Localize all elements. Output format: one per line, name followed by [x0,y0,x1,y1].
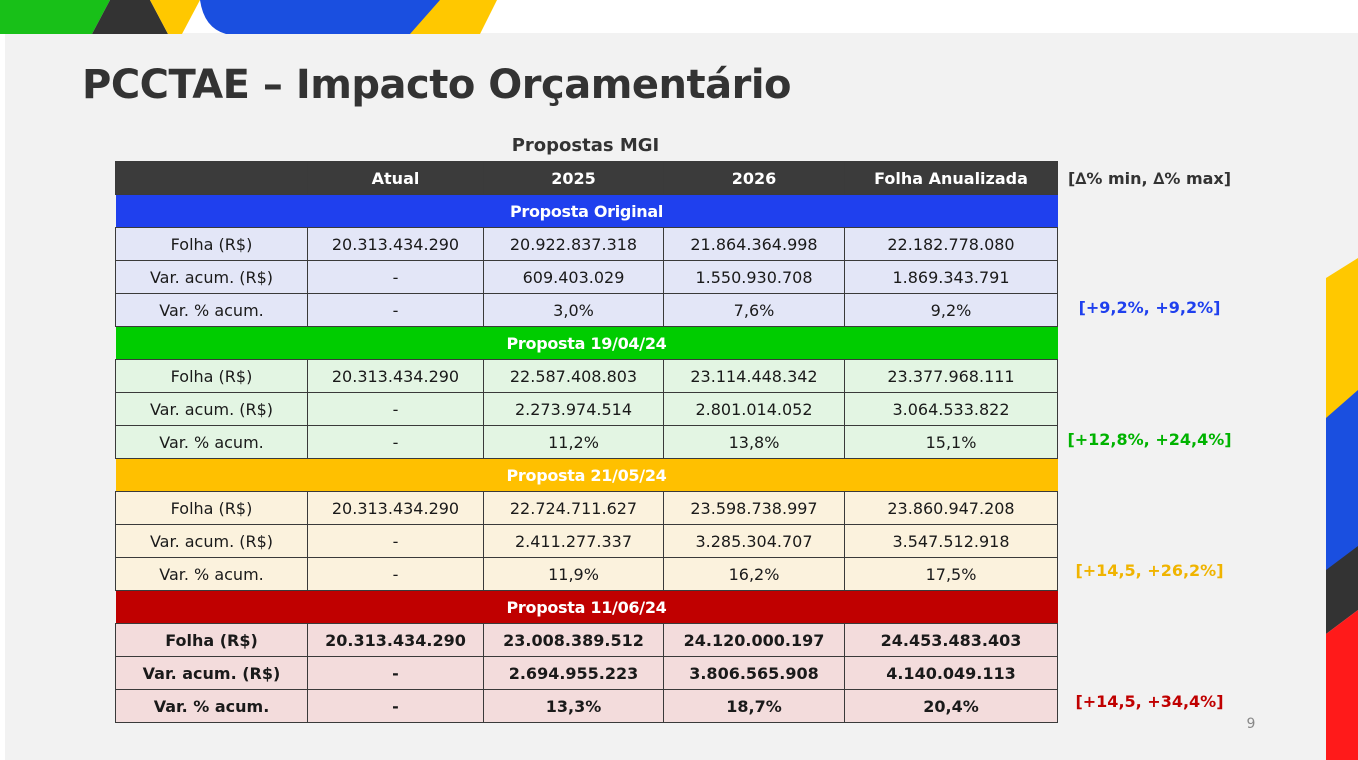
cell-2026: 16,2% [664,558,845,591]
cell-label: Var. acum. (R$) [116,525,308,558]
section-title: Proposta 21/05/24 [116,459,1058,492]
right-decorative-banner [1322,258,1358,760]
cell-folha-anualizada: 23.860.947.208 [845,492,1058,525]
header-cell-label [116,162,308,195]
cell-label: Var. acum. (R$) [116,261,308,294]
table-row-proposta-19-04-24-var-acum [116,393,1058,426]
cell-atual: - [308,294,484,327]
table-row-proposta-21-05-24-var-acum [116,525,1058,558]
cell-2025: 2.411.277.337 [484,525,664,558]
cell-2025: 22.587.408.803 [484,360,664,393]
table-row-proposta-11-06-24-var-acum [116,657,1058,690]
cell-folha-anualizada: 17,5% [845,558,1058,591]
cell-label: Var. acum. (R$) [116,393,308,426]
range-column-header: [∆% min, ∆% max] [1067,169,1232,188]
section-title: Proposta 19/04/24 [116,327,1058,360]
cell-label: Var. % acum. [116,690,308,723]
cell-2025: 11,2% [484,426,664,459]
cell-folha-anualizada: 1.869.343.791 [845,261,1058,294]
section-row-proposta-11-06-24 [116,591,1058,624]
cell-2026: 3.285.304.707 [664,525,845,558]
cell-2026: 2.801.014.052 [664,393,845,426]
cell-label: Folha (R$) [116,492,308,525]
cell-2026: 7,6% [664,294,845,327]
cell-2025: 23.008.389.512 [484,624,664,657]
page-number: 9 [1246,716,1256,732]
cell-atual: 20.313.434.290 [308,228,484,261]
cell-2025: 22.724.711.627 [484,492,664,525]
header-cell-2026: 2026 [664,162,845,195]
cell-2025: 609.403.029 [484,261,664,294]
section-title: Proposta Original [116,195,1058,228]
cell-atual: - [308,261,484,294]
table-body [116,195,1058,723]
cell-atual: 20.313.434.290 [308,624,484,657]
table-row-proposta-original-var-acum [116,261,1058,294]
cell-label: Var. % acum. [116,426,308,459]
budget-impact-table [115,161,1058,723]
section-row-proposta-original [116,195,1058,228]
cell-atual: 20.313.434.290 [308,360,484,393]
table-row-proposta-19-04-24-var-pct-acum [116,426,1058,459]
cell-folha-anualizada: 9,2% [845,294,1058,327]
cell-2025: 2.273.974.514 [484,393,664,426]
cell-2026: 23.114.448.342 [664,360,845,393]
header-cell-2025: 2025 [484,162,664,195]
table-header-row [116,162,1058,195]
cell-atual: - [308,558,484,591]
cell-folha-anualizada: 20,4% [845,690,1058,723]
section-row-proposta-21-05-24 [116,459,1058,492]
header-cell-atual: Atual [308,162,484,195]
table-caption: Propostas MGI [511,135,660,156]
cell-folha-anualizada: 4.140.049.113 [845,657,1058,690]
cell-2026: 21.864.364.998 [664,228,845,261]
slide-title: PCCTAE – Impacto Orçamentário [82,62,792,108]
cell-label: Folha (R$) [116,360,308,393]
cell-folha-anualizada: 3.064.533.822 [845,393,1058,426]
table-row-proposta-original-var-pct-acum [116,294,1058,327]
cell-2026: 23.598.738.997 [664,492,845,525]
range-label-proposta-original: [+9,2%, +9,2%] [1078,298,1221,318]
table-row-proposta-21-05-24-folha [116,492,1058,525]
cell-2025: 2.694.955.223 [484,657,664,690]
cell-2025: 13,3% [484,690,664,723]
cell-folha-anualizada: 15,1% [845,426,1058,459]
cell-folha-anualizada: 23.377.968.111 [845,360,1058,393]
table-row-proposta-original-folha [116,228,1058,261]
table-row-proposta-11-06-24-var-pct-acum [116,690,1058,723]
section-title: Proposta 11/06/24 [116,591,1058,624]
cell-atual: - [308,657,484,690]
cell-label: Var. % acum. [116,294,308,327]
top-decorative-banner [0,0,520,34]
cell-2025: 20.922.837.318 [484,228,664,261]
cell-folha-anualizada: 22.182.778.080 [845,228,1058,261]
range-label-proposta-19-04-24: [+12,8%, +24,4%] [1067,429,1232,449]
table-row-proposta-19-04-24-folha [116,360,1058,393]
cell-label: Var. % acum. [116,558,308,591]
cell-label: Var. acum. (R$) [116,657,308,690]
cell-folha-anualizada: 24.453.483.403 [845,624,1058,657]
cell-atual: - [308,393,484,426]
range-label-proposta-21-05-24: [+14,5, +26,2%] [1075,560,1224,580]
cell-2025: 3,0% [484,294,664,327]
section-row-proposta-19-04-24 [116,327,1058,360]
cell-folha-anualizada: 3.547.512.918 [845,525,1058,558]
cell-label: Folha (R$) [116,624,308,657]
range-label-proposta-11-06-24: [+14,5, +34,4%] [1075,692,1224,711]
cell-2026: 1.550.930.708 [664,261,845,294]
cell-2026: 18,7% [664,690,845,723]
header-cell-folha-anualizada: Folha Anualizada [845,162,1058,195]
cell-atual: - [308,426,484,459]
cell-atual: 20.313.434.290 [308,492,484,525]
cell-label: Folha (R$) [116,228,308,261]
cell-2026: 24.120.000.197 [664,624,845,657]
cell-2025: 11,9% [484,558,664,591]
cell-atual: - [308,525,484,558]
cell-2026: 3.806.565.908 [664,657,845,690]
table-row-proposta-21-05-24-var-pct-acum [116,558,1058,591]
cell-2026: 13,8% [664,426,845,459]
cell-atual: - [308,690,484,723]
table-row-proposta-11-06-24-folha [116,624,1058,657]
